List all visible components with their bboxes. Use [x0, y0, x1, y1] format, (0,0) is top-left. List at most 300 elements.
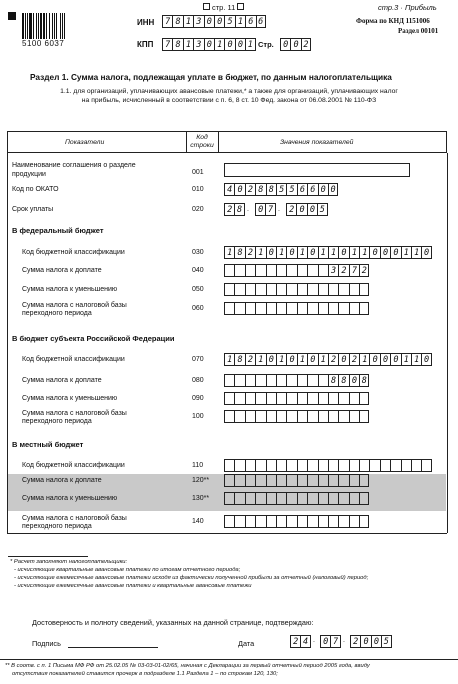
date-label: Дата — [238, 639, 255, 648]
char-cell[interactable] — [234, 459, 244, 472]
char-cell[interactable] — [266, 474, 276, 487]
signature-line[interactable] — [68, 647, 158, 648]
char-cell[interactable] — [234, 410, 244, 423]
char-cell[interactable] — [234, 392, 244, 405]
char-cell[interactable] — [255, 410, 265, 423]
deadline-day-cells[interactable] — [224, 203, 245, 216]
char-cell[interactable] — [338, 283, 348, 296]
char-cell[interactable]: 0 — [390, 353, 400, 366]
char-cell[interactable]: 0 — [369, 246, 379, 259]
char-cell[interactable]: 2 — [245, 246, 255, 259]
char-cell[interactable] — [338, 392, 348, 405]
char-cell[interactable]: 2 — [350, 635, 360, 648]
char-cell[interactable] — [359, 283, 369, 296]
char-cell[interactable] — [286, 302, 296, 315]
char-cell[interactable]: 1 — [297, 353, 307, 366]
date-dot-2: . — [278, 206, 280, 213]
char-cell[interactable] — [255, 302, 265, 315]
char-cell[interactable] — [266, 492, 276, 505]
agreement-field[interactable] — [224, 163, 410, 177]
char-cell[interactable] — [318, 459, 328, 472]
char-cell[interactable]: 0 — [390, 246, 400, 259]
char-cell[interactable]: 0 — [421, 353, 431, 366]
char-cell[interactable]: 0 — [318, 183, 328, 196]
char-cell[interactable]: 6 — [245, 15, 255, 28]
local-base-label-2: переходного периода — [22, 523, 92, 530]
local-reduce-cells[interactable] — [224, 492, 369, 505]
char-cell[interactable] — [349, 474, 359, 487]
char-cell[interactable] — [359, 410, 369, 423]
char-cell[interactable] — [328, 283, 338, 296]
char-cell[interactable] — [318, 410, 328, 423]
char-cell[interactable] — [276, 492, 286, 505]
char-cell[interactable] — [318, 492, 328, 505]
char-cell[interactable] — [255, 474, 265, 487]
char-cell[interactable]: 5 — [381, 635, 391, 648]
inn-cells[interactable] — [162, 15, 266, 28]
regional-base-cells[interactable] — [224, 410, 369, 423]
char-cell[interactable]: 8 — [328, 374, 338, 387]
char-cell[interactable] — [359, 302, 369, 315]
char-cell[interactable]: 1 — [276, 246, 286, 259]
section-code: Раздел 00101 — [398, 27, 439, 35]
char-cell[interactable] — [224, 264, 234, 277]
char-cell[interactable] — [255, 459, 265, 472]
char-cell[interactable] — [338, 492, 348, 505]
federal-base-label-2: переходного периода — [22, 310, 92, 317]
char-cell[interactable]: 8 — [266, 183, 276, 196]
char-cell[interactable]: 0 — [214, 15, 224, 28]
char-cell[interactable]: 0 — [349, 374, 359, 387]
local-pay-cells[interactable] — [224, 474, 369, 487]
char-cell[interactable] — [266, 515, 276, 528]
char-cell[interactable] — [349, 492, 359, 505]
char-cell[interactable] — [266, 283, 276, 296]
char-cell[interactable] — [245, 374, 255, 387]
page-label: стр. 11 — [212, 3, 236, 12]
char-cell[interactable] — [338, 474, 348, 487]
federal-pay-label: Сумма налога к доплате — [22, 267, 102, 274]
char-cell[interactable] — [328, 492, 338, 505]
regional-kbk-cells[interactable] — [224, 353, 432, 366]
char-cell[interactable]: 0 — [307, 203, 317, 216]
char-cell[interactable]: 2 — [338, 264, 348, 277]
char-cell[interactable]: 8 — [359, 374, 369, 387]
char-cell[interactable] — [307, 302, 317, 315]
char-cell[interactable] — [224, 459, 234, 472]
char-cell[interactable] — [276, 459, 286, 472]
char-cell[interactable]: 2 — [286, 203, 296, 216]
char-cell[interactable]: 7 — [265, 203, 275, 216]
char-cell[interactable] — [276, 302, 286, 315]
row-agreement-label-1: Наименование соглашения о разделе — [12, 162, 136, 169]
row-okato-label: Код по ОКАТО — [12, 186, 59, 193]
char-cell[interactable] — [328, 302, 338, 315]
federal-kbk-cells[interactable] — [224, 246, 432, 259]
char-cell[interactable] — [224, 374, 234, 387]
date-dot-1: . — [247, 206, 249, 213]
char-cell[interactable] — [245, 515, 255, 528]
regional-pay-code: 080 — [192, 377, 204, 384]
char-cell[interactable]: 8 — [338, 374, 348, 387]
char-cell[interactable]: 5 — [276, 183, 286, 196]
char-cell[interactable] — [359, 459, 369, 472]
char-cell[interactable] — [349, 392, 359, 405]
char-cell[interactable] — [245, 410, 255, 423]
char-cell[interactable] — [297, 283, 307, 296]
char-cell[interactable] — [297, 410, 307, 423]
federal-base-cells[interactable] — [224, 302, 369, 315]
char-cell[interactable]: 6 — [297, 183, 307, 196]
char-cell[interactable] — [286, 492, 296, 505]
regional-base-code: 100 — [192, 413, 204, 420]
char-cell[interactable] — [266, 264, 276, 277]
char-cell[interactable]: 1 — [359, 353, 369, 366]
char-cell[interactable] — [245, 459, 255, 472]
char-cell[interactable]: 1 — [401, 353, 411, 366]
char-cell[interactable] — [307, 492, 317, 505]
char-cell[interactable] — [286, 264, 296, 277]
char-cell[interactable] — [224, 410, 234, 423]
char-cell[interactable]: 0 — [338, 246, 348, 259]
char-cell[interactable] — [328, 459, 338, 472]
char-cell[interactable]: 0 — [204, 15, 214, 28]
federal-base-label-1: Сумма налога с налоговой базы — [22, 302, 127, 309]
char-cell[interactable] — [234, 264, 244, 277]
barcode-bar — [54, 13, 56, 39]
sign-date-day-cells[interactable] — [290, 635, 311, 648]
local-reduce-label: Сумма налога к уменьшению — [22, 495, 118, 502]
char-cell[interactable]: 0 — [224, 38, 234, 51]
char-cell[interactable]: 1 — [401, 246, 411, 259]
char-cell[interactable]: 0 — [369, 353, 379, 366]
char-cell[interactable] — [421, 459, 431, 472]
char-cell[interactable] — [234, 374, 244, 387]
char-cell[interactable]: 8 — [234, 353, 244, 366]
barcode-bar — [38, 13, 39, 39]
char-cell[interactable] — [286, 410, 296, 423]
char-cell[interactable] — [266, 410, 276, 423]
char-cell[interactable]: 5 — [317, 203, 327, 216]
char-cell[interactable] — [224, 283, 234, 296]
inn-label: ИНН — [137, 18, 155, 27]
regional-pay-cells[interactable] — [224, 374, 369, 387]
note-1: - исчисляющие квартальные авансовые платежи по итогам отчетного периода; — [14, 567, 241, 573]
char-cell[interactable] — [307, 410, 317, 423]
char-cell[interactable] — [297, 492, 307, 505]
federal-reduce-label: Сумма налога к уменьшению — [22, 286, 118, 293]
char-cell[interactable]: 3 — [193, 38, 203, 51]
char-cell[interactable] — [224, 302, 234, 315]
char-cell[interactable] — [307, 283, 317, 296]
char-cell[interactable] — [380, 459, 390, 472]
char-cell[interactable] — [286, 392, 296, 405]
char-cell[interactable]: 0 — [360, 635, 370, 648]
local-kbk-code: 110 — [192, 462, 204, 469]
char-cell[interactable] — [255, 283, 265, 296]
char-cell[interactable]: 8 — [234, 246, 244, 259]
char-cell[interactable]: 1 — [276, 353, 286, 366]
char-cell[interactable]: 2 — [359, 264, 369, 277]
char-cell[interactable] — [318, 283, 328, 296]
char-cell[interactable]: 5 — [286, 183, 296, 196]
char-cell[interactable]: 1 — [235, 15, 245, 28]
char-cell[interactable] — [286, 474, 296, 487]
char-cell[interactable] — [307, 459, 317, 472]
char-cell[interactable] — [328, 474, 338, 487]
federal-pay-cells[interactable] — [224, 264, 369, 277]
char-cell[interactable] — [411, 459, 421, 472]
char-cell[interactable]: 7 — [162, 15, 172, 28]
char-cell[interactable]: 8 — [172, 38, 182, 51]
char-cell[interactable]: 0 — [266, 353, 276, 366]
char-cell[interactable]: 4 — [300, 635, 310, 648]
char-cell[interactable] — [297, 474, 307, 487]
char-cell[interactable] — [349, 302, 359, 315]
page-number-cells[interactable] — [280, 38, 311, 51]
char-cell[interactable] — [255, 374, 265, 387]
char-cell[interactable] — [318, 474, 328, 487]
char-cell[interactable]: 4 — [224, 183, 234, 196]
char-cell[interactable]: 1 — [328, 246, 338, 259]
char-cell[interactable]: 8 — [255, 183, 265, 196]
char-cell[interactable] — [245, 392, 255, 405]
char-cell[interactable] — [276, 264, 286, 277]
char-cell[interactable]: 0 — [380, 246, 390, 259]
char-cell[interactable] — [255, 264, 265, 277]
char-cell[interactable]: 0 — [280, 38, 290, 51]
char-cell[interactable]: 1 — [183, 15, 193, 28]
char-cell[interactable] — [297, 515, 307, 528]
okato-cells[interactable] — [224, 183, 338, 196]
char-cell[interactable] — [245, 283, 255, 296]
char-cell[interactable] — [307, 515, 317, 528]
char-cell[interactable] — [297, 302, 307, 315]
char-cell[interactable]: 0 — [286, 246, 296, 259]
regional-reduce-code: 090 — [192, 395, 204, 402]
char-cell[interactable]: 6 — [307, 183, 317, 196]
local-base-cells[interactable] — [224, 515, 369, 528]
char-cell[interactable]: 0 — [328, 183, 338, 196]
char-cell[interactable] — [276, 410, 286, 423]
char-cell[interactable] — [359, 492, 369, 505]
char-cell[interactable] — [245, 492, 255, 505]
char-cell[interactable] — [245, 264, 255, 277]
char-cell[interactable] — [276, 283, 286, 296]
char-cell[interactable] — [297, 392, 307, 405]
sign-date-year-cells[interactable] — [350, 635, 392, 648]
char-cell[interactable]: 5 — [224, 15, 234, 28]
char-cell[interactable]: 1 — [318, 353, 328, 366]
char-cell[interactable]: 2 — [224, 203, 234, 216]
deadline-month-cells[interactable] — [255, 203, 276, 216]
char-cell[interactable] — [359, 392, 369, 405]
char-cell[interactable]: 0 — [204, 38, 214, 51]
char-cell[interactable]: 0 — [307, 246, 317, 259]
char-cell[interactable] — [297, 264, 307, 277]
federal-reduce-cells[interactable] — [224, 283, 369, 296]
char-cell[interactable] — [276, 515, 286, 528]
char-cell[interactable] — [338, 515, 348, 528]
char-cell[interactable] — [307, 474, 317, 487]
char-cell[interactable]: 1 — [297, 246, 307, 259]
local-pay-code: 120** — [192, 477, 210, 484]
barcode-bar — [52, 13, 53, 39]
char-cell[interactable]: 2 — [328, 353, 338, 366]
char-cell[interactable] — [307, 264, 317, 277]
char-cell[interactable]: 0 — [286, 353, 296, 366]
local-kbk-cells[interactable] — [224, 459, 432, 472]
deadline-year-cells[interactable] — [286, 203, 328, 216]
char-cell[interactable] — [297, 459, 307, 472]
char-cell[interactable] — [318, 515, 328, 528]
char-cell[interactable] — [359, 515, 369, 528]
section-subtitle-2: на прибыль, исчисленный в соответствии с п. 6, 8 ст. 10 Фед. закона от 06.08.2001 № 110-ФЗ — [81, 97, 377, 104]
char-cell[interactable]: 0 — [266, 246, 276, 259]
char-cell[interactable]: 1 — [255, 353, 265, 366]
char-cell[interactable] — [234, 302, 244, 315]
sign-date-dot-1: . — [313, 637, 315, 644]
note-3: - исчисляющие ежемесячные авансовые платежи и квартальные авансовые платежи — [14, 583, 252, 589]
char-cell[interactable] — [307, 374, 317, 387]
char-cell[interactable]: 6 — [256, 15, 266, 28]
char-cell[interactable]: 3 — [328, 264, 338, 277]
char-cell[interactable] — [266, 459, 276, 472]
char-cell[interactable] — [276, 374, 286, 387]
col-code-2: строки — [190, 142, 214, 149]
char-cell[interactable]: 0 — [380, 353, 390, 366]
char-cell[interactable]: 0 — [307, 353, 317, 366]
char-cell[interactable]: 1 — [411, 353, 421, 366]
row-deadline-label: Срок уплаты — [12, 206, 54, 213]
barcode-bar — [46, 13, 47, 39]
char-cell[interactable] — [245, 474, 255, 487]
char-cell[interactable] — [338, 459, 348, 472]
footnote-line-1: ** В соотв. с п. 1 Письма МФ РФ от 25.02.05 № 03-03-01-02/65, начиная с Декларации за первый отчетный период 2005 года, ввиду — [5, 663, 370, 669]
char-cell[interactable] — [286, 283, 296, 296]
char-cell[interactable]: 0 — [235, 38, 245, 51]
sign-date-month-cells[interactable] — [320, 635, 341, 648]
char-cell[interactable]: 7 — [330, 635, 340, 648]
char-cell[interactable]: 1 — [245, 38, 255, 51]
char-cell[interactable]: 1 — [349, 246, 359, 259]
char-cell[interactable]: 0 — [290, 38, 300, 51]
char-cell[interactable] — [318, 302, 328, 315]
federal-base-code: 060 — [192, 305, 204, 312]
char-cell[interactable] — [224, 392, 234, 405]
char-cell[interactable]: 7 — [162, 38, 172, 51]
char-cell[interactable] — [349, 410, 359, 423]
char-cell[interactable] — [318, 264, 328, 277]
char-cell[interactable]: 3 — [193, 15, 203, 28]
char-cell[interactable] — [224, 492, 234, 505]
char-cell[interactable] — [286, 515, 296, 528]
barcode-bar — [60, 13, 61, 39]
char-cell[interactable] — [338, 302, 348, 315]
char-cell[interactable]: 2 — [245, 183, 255, 196]
char-cell[interactable] — [401, 459, 411, 472]
char-cell[interactable] — [234, 492, 244, 505]
char-cell[interactable] — [307, 392, 317, 405]
char-cell[interactable]: 0 — [296, 203, 306, 216]
char-cell[interactable] — [224, 474, 234, 487]
kpp-cells[interactable] — [162, 38, 256, 51]
char-cell[interactable] — [224, 515, 234, 528]
footnote-line-2: отсутствия показателей ставится прочерк в подразделе 1.1 Раздела 1 – по строкам 120, 130; — [12, 671, 278, 677]
col-indicators: Показатели — [65, 139, 105, 146]
note-0: * Расчет заполняют налогоплательщики: — [10, 559, 128, 565]
char-cell[interactable]: 2 — [290, 635, 300, 648]
char-cell[interactable]: 0 — [320, 635, 330, 648]
char-cell[interactable]: 8 — [234, 203, 244, 216]
char-cell[interactable]: 1 — [214, 38, 224, 51]
char-cell[interactable]: 0 — [421, 246, 431, 259]
barcode-bar — [62, 13, 64, 39]
char-cell[interactable] — [338, 410, 348, 423]
char-cell[interactable]: 2 — [301, 38, 311, 51]
char-cell[interactable] — [390, 459, 400, 472]
char-cell[interactable]: 1 — [183, 38, 193, 51]
char-cell[interactable]: 1 — [224, 246, 234, 259]
regional-reduce-cells[interactable] — [224, 392, 369, 405]
char-cell[interactable]: 2 — [245, 353, 255, 366]
char-cell[interactable] — [359, 474, 369, 487]
page-counter — [203, 3, 244, 12]
char-cell[interactable] — [266, 374, 276, 387]
char-cell[interactable] — [255, 515, 265, 528]
char-cell[interactable] — [245, 302, 255, 315]
char-cell[interactable]: 7 — [349, 264, 359, 277]
char-cell[interactable] — [369, 459, 379, 472]
char-cell[interactable] — [234, 515, 244, 528]
char-cell[interactable] — [328, 515, 338, 528]
char-cell[interactable] — [297, 374, 307, 387]
char-cell[interactable]: 1 — [255, 246, 265, 259]
char-cell[interactable] — [349, 459, 359, 472]
local-base-label-1: Сумма налога с налоговой базы — [22, 515, 127, 522]
char-cell[interactable] — [349, 515, 359, 528]
char-cell[interactable] — [286, 374, 296, 387]
char-cell[interactable] — [266, 392, 276, 405]
char-cell[interactable] — [328, 410, 338, 423]
char-cell[interactable] — [234, 283, 244, 296]
char-cell[interactable]: 8 — [172, 15, 182, 28]
federal-pay-code: 040 — [192, 267, 204, 274]
local-pay-label: Сумма налога к доплате — [22, 477, 102, 484]
char-cell[interactable] — [318, 392, 328, 405]
char-cell[interactable] — [276, 392, 286, 405]
char-cell[interactable] — [286, 459, 296, 472]
char-cell[interactable]: 1 — [359, 246, 369, 259]
char-cell[interactable]: 0 — [371, 635, 381, 648]
char-cell[interactable] — [349, 283, 359, 296]
char-cell[interactable] — [255, 492, 265, 505]
char-cell[interactable] — [276, 474, 286, 487]
char-cell[interactable] — [266, 302, 276, 315]
char-cell[interactable] — [255, 392, 265, 405]
char-cell[interactable]: 0 — [234, 183, 244, 196]
char-cell[interactable] — [234, 474, 244, 487]
char-cell[interactable]: 2 — [349, 353, 359, 366]
char-cell[interactable]: 0 — [255, 203, 265, 216]
char-cell[interactable]: 1 — [318, 246, 328, 259]
char-cell[interactable]: 1 — [411, 246, 421, 259]
char-cell[interactable] — [328, 392, 338, 405]
row-deadline-code: 020 — [192, 206, 204, 213]
char-cell[interactable]: 1 — [224, 353, 234, 366]
char-cell[interactable]: 0 — [338, 353, 348, 366]
char-cell[interactable] — [318, 374, 328, 387]
